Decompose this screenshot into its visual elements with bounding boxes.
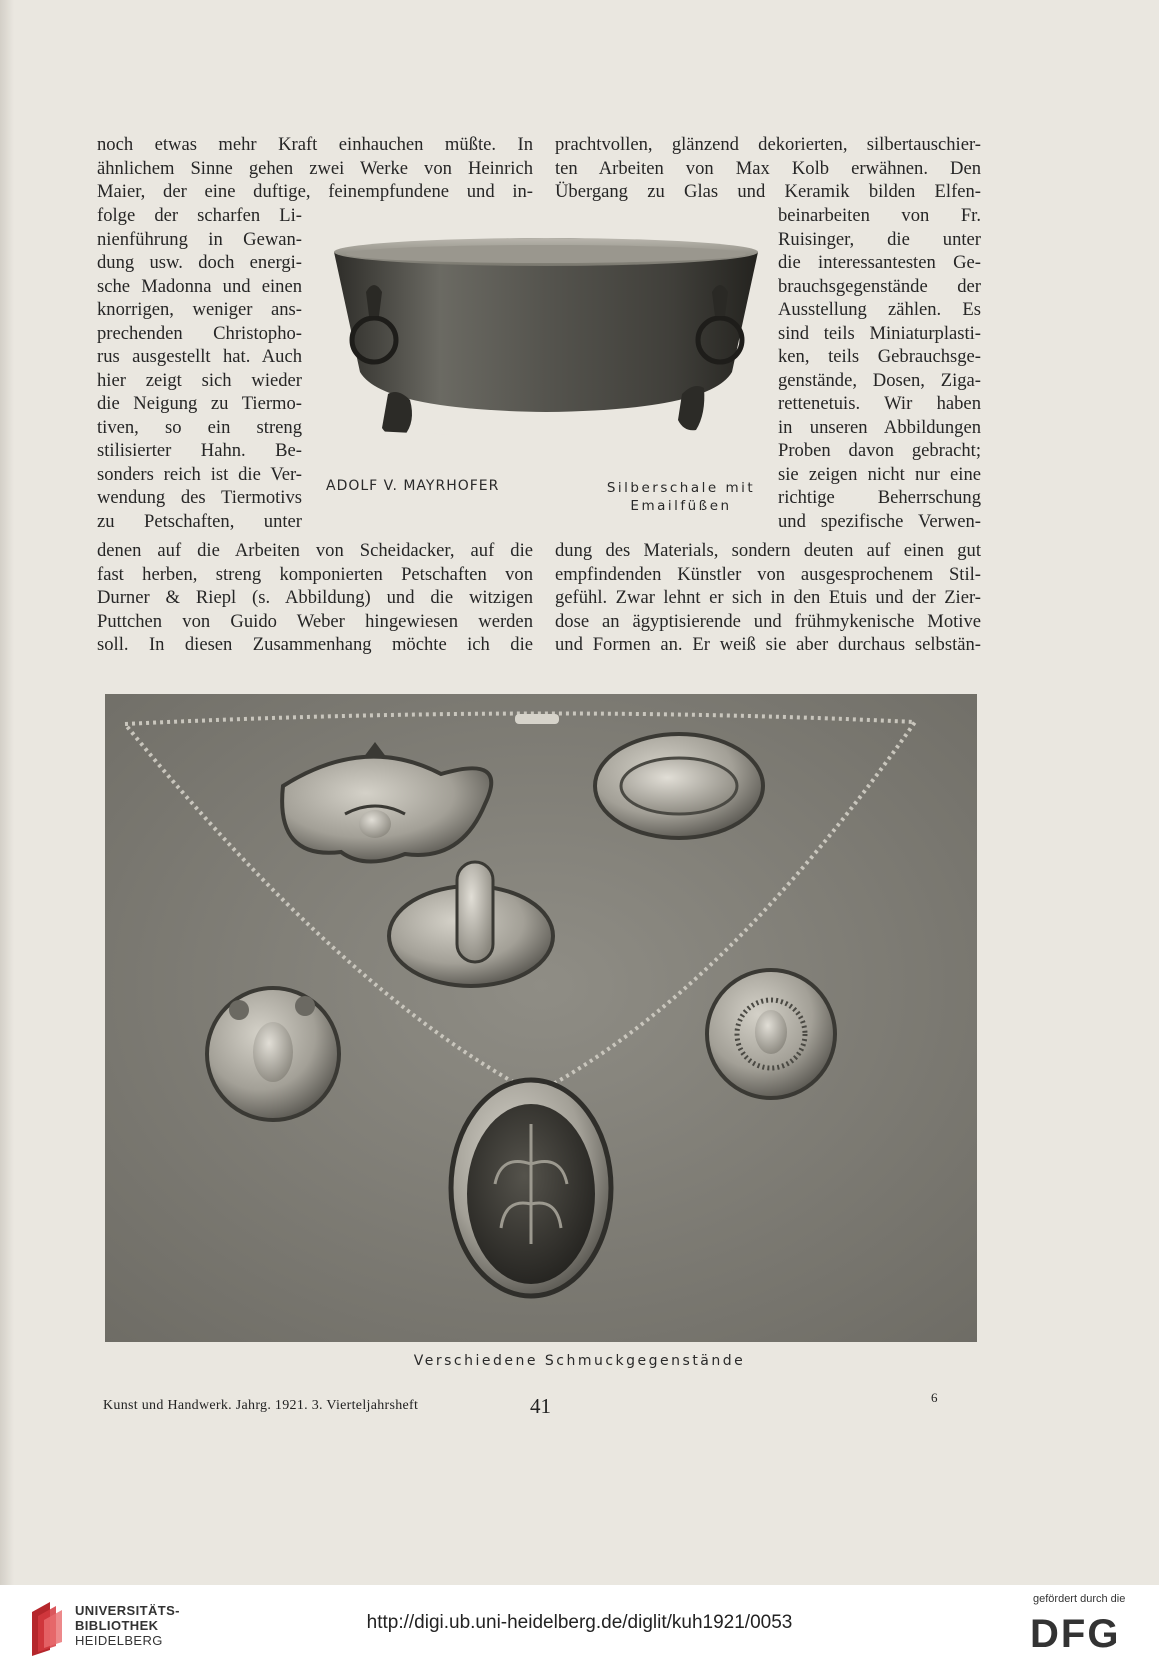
text-line: noch etwas mehr Kraft einhauchen müßte. In: [97, 134, 533, 155]
text-line: beinarbeiten von Fr.: [778, 205, 981, 226]
text-line: in unseren Abbildungen: [778, 416, 981, 438]
text-line: denen auf die Arbeiten von Scheidacker, auf die: [97, 540, 533, 561]
text-line: genstände, Dosen, Ziga-: [778, 369, 981, 391]
text-line: Übergang zu Glas und Keramik bilden Elfen-: [555, 181, 981, 202]
text-line: gefühl. Zwar lehnt er sich in den Etuis und der Zier-: [555, 587, 981, 608]
text-line: soll. In diesen Zusammenhang möchte ich die: [97, 634, 533, 655]
funding-label: gefördert durch die: [1033, 1593, 1126, 1605]
left-column-top: [97, 133, 533, 204]
text-line: tiven, so ein streng: [97, 416, 302, 438]
text-line: dung usw. doch energi-: [97, 252, 302, 273]
text-line: stilisierter Hahn. Be-: [97, 440, 302, 461]
right-column-top: [555, 133, 981, 204]
text-line: Ausstellung zählen. Es: [778, 299, 981, 320]
text-line: Ruisinger, die unter: [778, 228, 981, 250]
text-line: prechenden Christopho-: [97, 322, 302, 344]
text-line: hier zeigt sich wieder: [97, 369, 302, 391]
dfg-logo[interactable]: DFG: [1030, 1612, 1121, 1656]
text-line: ten Arbeiten von Max Kolb erwähnen. Den: [555, 157, 981, 179]
silver-bowl-photo: [330, 232, 762, 472]
text-line: Proben davon gebracht;: [778, 440, 981, 461]
text-line: sonders reich ist die Ver-: [97, 463, 302, 485]
text-line: und spezifische Verwen-: [778, 510, 981, 532]
left-column-bottom: [97, 539, 533, 657]
text-line: prachtvollen, glänzend dekorierten, silbertauschier-: [555, 134, 981, 155]
text-line: nienführung in Gewan-: [97, 228, 302, 250]
text-line: Maier, der eine duftige, feinempfundene und in-: [97, 181, 533, 202]
text-line: ken, teils Gebrauchsge-: [778, 346, 981, 367]
text-line: empfindenden Künstler von ausgesprochenem Stil-: [555, 563, 981, 585]
bowl-caption: [596, 479, 766, 515]
text-line: fast herben, streng komponierten Petschaften von: [97, 563, 533, 585]
right-column-wrapped: [778, 204, 981, 533]
text-line: sie zeigen nicht nur eine: [778, 463, 981, 485]
library-line2: BIBLIOTHEK: [75, 1618, 159, 1633]
right-column-bottom: [555, 539, 981, 657]
library-line3: HEIDELBERG: [75, 1633, 163, 1648]
text-line: die Neigung zu Tiermo-: [97, 393, 302, 414]
library-line1: UNIVERSITÄTS-: [75, 1603, 180, 1618]
text-line: knorrigen, weniger ans-: [97, 299, 302, 320]
left-column-wrapped: [97, 204, 302, 533]
text-line: und Formen an. Er weiß sie aber durchaus selbstän-: [555, 634, 981, 655]
journal-footer: Kunst und Handwerk. Jahrg. 1921. 3. Vierteljahrsheft: [103, 1398, 419, 1413]
text-line: dung des Materials, sondern deuten auf einen gut: [555, 540, 981, 561]
text-line: folge der scharfen Li-: [97, 205, 302, 226]
text-line: Puttchen von Guido Weber hingewiesen werden: [97, 610, 533, 632]
text-line: wendung des Tiermotivs: [97, 487, 302, 508]
jewelry-caption: Verschiedene Schmuckgegenstände: [413, 1353, 746, 1369]
text-line: sind teils Miniaturplasti-: [778, 322, 981, 344]
bowl-caption-line1: Silberschale mit: [606, 480, 756, 496]
text-line: brauchsgegenstände der: [778, 275, 981, 297]
text-line: sche Madonna und einen: [97, 275, 302, 297]
jewelry-photo: [105, 694, 977, 1342]
text-line: zu Petschaften, unter: [97, 510, 302, 532]
page-edge-shadow: [0, 0, 14, 1585]
permalink-url[interactable]: http://digi.ub.uni-heidelberg.de/diglit/kuh1921/0053: [366, 1612, 793, 1633]
bowl-artist-credit: ADOLF V. MAYRHOFER: [326, 478, 500, 494]
bowl-caption-line2: Emailfüßen: [630, 498, 732, 514]
text-line: rettenetuis. Wir haben: [778, 393, 981, 414]
text-line: rus ausgestellt hat. Auch: [97, 346, 302, 367]
text-line: ähnlichem Sinne gehen zwei Werke von Heinrich: [97, 157, 533, 179]
sheet-number: 6: [931, 1390, 938, 1405]
text-line: richtige Beherrschung: [778, 487, 981, 508]
page-number: 41: [530, 1394, 551, 1418]
text-line: die interessantesten Ge-: [778, 252, 981, 273]
text-line: dose an ägyptisierende und frühmykenische Motive: [555, 610, 981, 632]
text-line: Durner & Riepl (s. Abbildung) und die witzigen: [97, 587, 533, 608]
